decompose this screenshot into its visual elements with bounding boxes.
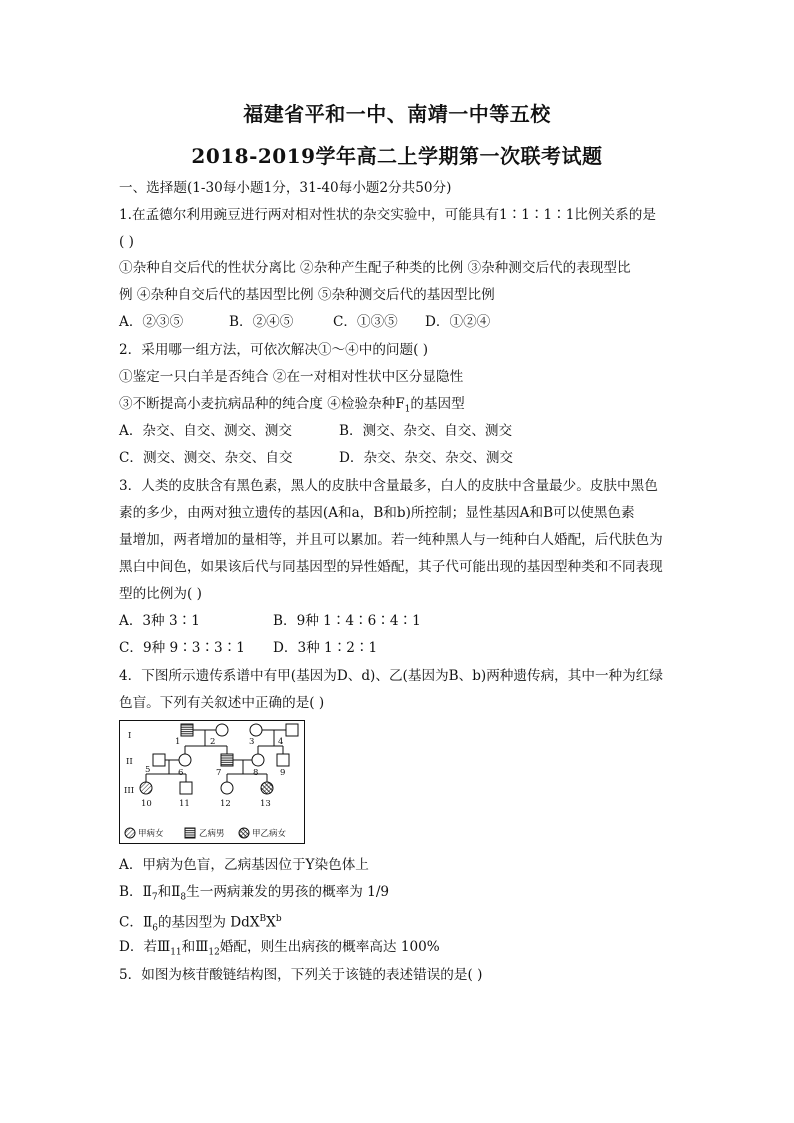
individual-i2: [216, 724, 228, 736]
individual-ii6: [179, 754, 191, 766]
individual-iii11: [180, 782, 192, 794]
q3-line-2: 素的多少，由两对独立遗传的基因(A和a，B和b)所控制；显性基因A和B可以使黑色素: [119, 505, 635, 521]
gen-label-2: II: [126, 757, 133, 767]
q3-options-row2: [119, 639, 377, 657]
q4-option-b-text3: 生一两病兼发的男孩的概率为 1/9: [186, 884, 390, 900]
q3-line-4: 黑白中间色，如果该后代与同基因型的异性婚配，其子代可能出现的基因型种类和不同表现: [119, 559, 663, 575]
q1-option-a[interactable]: A．②③⑤: [119, 314, 184, 330]
q1-options: [119, 313, 490, 331]
q3-option-d[interactable]: D．3种 1∶2∶1: [273, 640, 378, 656]
legend-affected-a-icon: [125, 828, 135, 838]
q4-option-b-text: B．Ⅱ: [119, 884, 152, 900]
legend-affected-ab-icon: [239, 828, 249, 838]
q3-line-5: 型的比例为( ): [119, 586, 202, 602]
q4-line-2: 色盲。下列有关叙述中正确的是( ): [119, 695, 325, 711]
q4-option-d[interactable]: [119, 938, 689, 962]
q4-option-c-sup2: b: [275, 914, 282, 924]
label-13: 13: [260, 799, 271, 809]
q2-options-row1: [119, 422, 512, 440]
q3-line-3: 量增加，两者增加的量相等，并且可以累加。若一纯种黑人与一纯种白人婚配，后代肤色为: [119, 532, 663, 548]
q2-option-d[interactable]: D．杂交、杂交、杂交、测交: [339, 450, 514, 466]
q2-items-cont: [119, 395, 689, 419]
q2-subscript: 1: [404, 404, 411, 415]
q1-stem: 1.在孟德尔利用豌豆进行两对相对性状的杂交实验中，可能具有1∶1∶1∶1比例关系的是: [119, 207, 656, 223]
label-10: 10: [141, 799, 152, 809]
individual-iii10: [140, 782, 152, 794]
section-heading: 一、选择题(1-30每小题1分，31-40每小题2分共50分): [119, 180, 452, 196]
q1-items: ①杂种自交后代的性状分离比 ②杂种产生配子种类的比例 ③杂种测交后代的表现型比: [119, 260, 631, 276]
exam-title: 2018-2019学年高二上学期第一次联考试题: [191, 144, 603, 168]
q4-option-c-sup1: B: [259, 914, 267, 924]
q2-stem: 2．采用哪一组方法，可依次解决①～④中的问题( ): [119, 342, 429, 358]
q4-option-d-sub1: 11: [170, 947, 182, 958]
label-1: 1: [175, 737, 181, 747]
q1-items-cont: 例 ④杂种自交后代的基因型比例 ⑤杂种测交后代的基因型比例: [119, 287, 495, 303]
legend-affected-b-icon: [185, 828, 195, 838]
individual-ii7: [221, 754, 233, 766]
q1-option-d[interactable]: D．①②④: [425, 314, 491, 330]
q2-items-text-end: 的基因型: [410, 396, 465, 412]
q4-option-c-text3: X: [266, 914, 276, 931]
q4-option-b-text2: 和Ⅱ: [157, 884, 181, 900]
q3-option-a[interactable]: A．3种 3∶1: [119, 613, 200, 629]
q2-items: ①鉴定一只白羊是否纯合 ②在一对相对性状中区分显隐性: [119, 369, 464, 385]
label-3: 3: [249, 737, 255, 747]
label-4: 4: [278, 737, 284, 747]
q1-stem-paren: ( ): [119, 234, 134, 250]
individual-i3: [250, 724, 262, 736]
gen-label-1: I: [128, 731, 132, 741]
individual-ii8: [252, 754, 264, 766]
q3-option-c[interactable]: C．9种 9∶3∶3∶1: [119, 640, 245, 656]
individual-iii13: [261, 782, 273, 794]
q4-option-c[interactable]: [119, 910, 689, 937]
q4-option-d-text2: 和Ⅲ: [181, 939, 209, 955]
q3-option-b[interactable]: B．9种 1∶4∶6∶4∶1: [273, 613, 421, 629]
label-5: 5: [145, 765, 151, 775]
q2-option-a[interactable]: A．杂交、自交、测交、测交: [119, 423, 292, 439]
q4-option-b-sub1: 7: [151, 892, 158, 903]
q4-option-d-sub2: 12: [208, 947, 220, 958]
label-8: 8: [253, 768, 259, 778]
q4-option-c-sub: 6: [152, 923, 158, 934]
gen-label-3: III: [124, 786, 135, 796]
label-2: 2: [210, 737, 216, 747]
q2-options-row2: [119, 449, 513, 467]
q3-options-row1: [119, 612, 421, 630]
individual-iii12: [221, 782, 233, 794]
label-11: 11: [179, 799, 190, 809]
q3-line-1: 3．人类的皮肤含有黑色素，黑人的皮肤中含量最多，白人的皮肤中含量最少。皮肤中黑色: [119, 478, 658, 494]
q4-option-b-sub2: 8: [180, 892, 187, 903]
label-12: 12: [220, 799, 231, 809]
label-7: 7: [216, 768, 222, 778]
legend-b-label: 乙病男: [199, 829, 225, 839]
label-9: 9: [280, 768, 286, 778]
individual-ii5: [153, 754, 165, 766]
q5-stem: 5．如图为核苷酸链结构图，下列关于该链的表述错误的是( ): [119, 967, 483, 983]
q2-items-text: ③不断提高小麦抗病品种的纯合度 ④检验杂种F: [119, 396, 405, 412]
school-line: 福建省平和一中、南靖一中等五校: [243, 102, 551, 126]
q2-option-b[interactable]: B．测交、杂交、自交、测交: [339, 423, 513, 439]
q4-option-a[interactable]: A．甲病为色盲，乙病基因位于Y染色体上: [119, 857, 369, 873]
pedigree-diagram: [119, 720, 305, 844]
individual-i1: [181, 724, 193, 736]
legend-a-label: 甲病女: [138, 829, 164, 839]
q4-option-d-text3: 婚配，则生出病孩的概率高达 100%: [219, 939, 440, 955]
q1-option-b[interactable]: B．②④⑤: [229, 314, 294, 330]
q4-line-1: 4．下图所示遗传系谱中有甲(基因为D、d)、乙(基因为B、b)两种遗传病，其中一种为红绿: [119, 668, 663, 684]
q4-option-d-text: D．若Ⅲ: [119, 939, 171, 955]
q4-option-c-text: C．Ⅱ: [119, 914, 153, 931]
individual-i4: [286, 724, 298, 736]
q1-option-c[interactable]: C．①③⑤: [333, 314, 398, 330]
q4-option-c-text2: 的基因型为 DdX: [157, 914, 260, 931]
legend-c-label: 甲乙病女: [252, 829, 287, 839]
q2-option-c[interactable]: C．测交、测交、杂交、自交: [119, 450, 293, 466]
individual-ii9: [277, 754, 289, 766]
q4-option-b[interactable]: [119, 883, 689, 907]
label-6: 6: [178, 768, 184, 778]
